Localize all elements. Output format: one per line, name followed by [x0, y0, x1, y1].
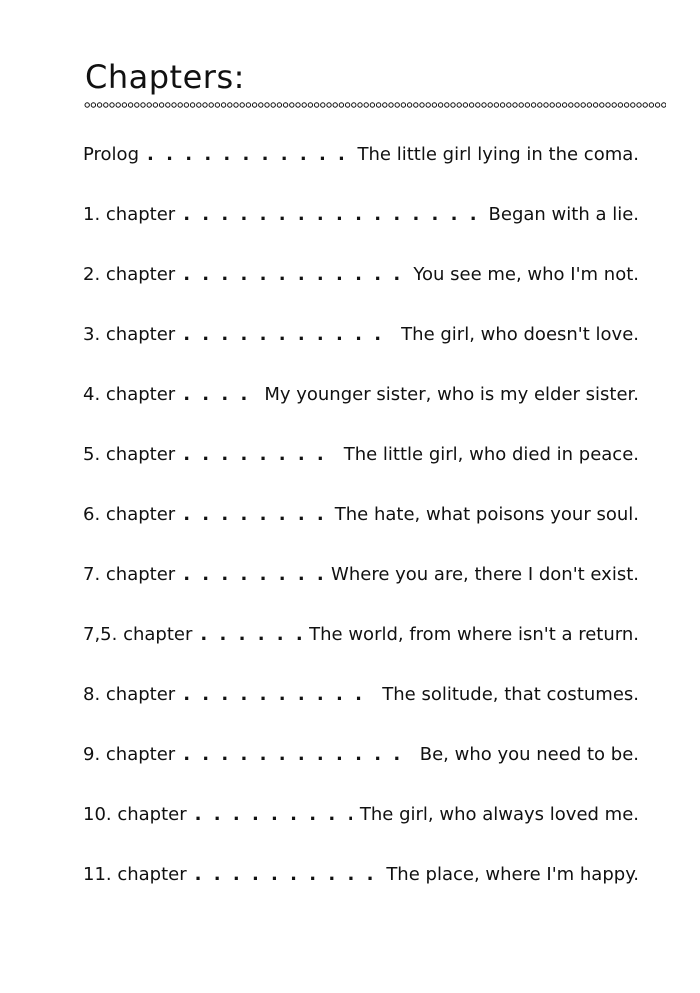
chapter-title: The little girl, who died in peace. [343, 444, 639, 465]
divider-ring [438, 103, 442, 107]
chapter-label: 11. chapter [83, 864, 187, 885]
dot-leader [195, 803, 352, 827]
toc-entry-9 [83, 743, 639, 803]
divider-ring [631, 103, 635, 107]
divider-ring [600, 103, 604, 107]
divider-ring [277, 103, 281, 107]
dot-leader [200, 623, 301, 647]
divider-ring [345, 103, 349, 107]
divider-ring [488, 103, 492, 107]
divider-ring [228, 103, 232, 107]
chapter-title: The girl, who always loved me. [359, 804, 639, 825]
divider-ring [203, 103, 207, 107]
divider-ring [339, 103, 343, 107]
divider-ring [321, 103, 325, 107]
divider-ring [618, 103, 622, 107]
divider-ring [252, 103, 256, 107]
divider-ring [122, 103, 126, 107]
divider-ring [420, 103, 424, 107]
chapter-label: 3. chapter [83, 324, 176, 345]
toc-entry-2 [83, 263, 639, 323]
divider-ring [414, 103, 418, 107]
divider-ring [407, 103, 411, 107]
toc-entry-11 [83, 863, 639, 923]
divider-ring [500, 103, 504, 107]
dot-leader [183, 683, 374, 707]
chapter-label: 10. chapter [83, 804, 187, 825]
toc-entry-prolog [83, 143, 639, 203]
divider-ring [159, 103, 163, 107]
divider-ring [556, 103, 560, 107]
divider-ring [482, 103, 486, 107]
divider-ring [246, 103, 250, 107]
dot-leader [183, 443, 336, 467]
chapter-label: 8. chapter [83, 684, 176, 705]
divider-ring [476, 103, 480, 107]
toc-entry-5 [83, 443, 639, 503]
toc-entry-7-5 [83, 623, 639, 683]
divider-ring [457, 103, 461, 107]
divider-ring [389, 103, 393, 107]
divider-ring [538, 103, 542, 107]
divider-ring [587, 103, 591, 107]
chapter-title: The solitude, that costumes. [382, 684, 639, 705]
divider-ring [352, 103, 356, 107]
dot-leader [183, 383, 256, 407]
dot-leader [183, 743, 412, 767]
divider-ring [370, 103, 374, 107]
divider-ring [135, 103, 139, 107]
divider-ring [581, 103, 585, 107]
divider-ring [358, 103, 362, 107]
divider-ring [240, 103, 244, 107]
divider-ring [128, 103, 132, 107]
divider-ring [513, 103, 517, 107]
dot-leader [183, 503, 327, 527]
chapter-title: The world, from where isn't a return. [309, 624, 639, 645]
divider-ring [507, 103, 511, 107]
divider-ring [271, 103, 275, 107]
chapter-label: Prolog [83, 144, 139, 165]
divider-ring [544, 103, 548, 107]
chapter-label: 1. chapter [83, 204, 176, 225]
divider-ring [649, 103, 653, 107]
dot-leader [183, 203, 480, 227]
divider-ring [364, 103, 368, 107]
divider-ring [97, 103, 101, 107]
divider-ornament [84, 101, 666, 109]
divider-ring [116, 103, 120, 107]
chapter-title: The hate, what poisons your soul. [334, 504, 639, 525]
divider-ring [469, 103, 473, 107]
divider-ring [432, 103, 436, 107]
toc-entry-10 [83, 803, 639, 863]
chapter-title: Where you are, there I don't exist. [331, 564, 639, 585]
chapter-title: You see me, who I'm not. [413, 264, 639, 285]
toc-entry-8 [83, 683, 639, 743]
divider-ring [166, 103, 170, 107]
toc-entry-3 [83, 323, 639, 383]
divider-ring [141, 103, 145, 107]
divider-ring [91, 103, 95, 107]
divider-ring [445, 103, 449, 107]
toc-entry-6 [83, 503, 639, 563]
divider-ring [451, 103, 455, 107]
divider-ring [525, 103, 529, 107]
chapter-title: The girl, who doesn't love. [401, 324, 639, 345]
divider-ring [519, 103, 523, 107]
divider-ring [153, 103, 157, 107]
dot-leader [195, 863, 379, 887]
divider-ring [190, 103, 194, 107]
divider-ring [327, 103, 331, 107]
chapter-list [83, 143, 639, 923]
divider-ring [575, 103, 579, 107]
divider-ring [147, 103, 151, 107]
divider-ring [283, 103, 287, 107]
divider-ring [221, 103, 225, 107]
divider-ring [296, 103, 300, 107]
chapter-title: The place, where I'm happy. [386, 864, 639, 885]
divider-ring [562, 103, 566, 107]
divider-ring [383, 103, 387, 107]
chapter-label: 2. chapter [83, 264, 176, 285]
divider-ring [104, 103, 108, 107]
divider-ring [178, 103, 182, 107]
divider-ring [494, 103, 498, 107]
divider-ring [550, 103, 554, 107]
divider-ring [197, 103, 201, 107]
dot-leader [183, 323, 393, 347]
divider-ring [463, 103, 467, 107]
chapter-label: 5. chapter [83, 444, 176, 465]
chapter-label: 4. chapter [83, 384, 176, 405]
divider-ring [606, 103, 610, 107]
divider-ring [593, 103, 597, 107]
divider-ring [624, 103, 628, 107]
divider-ring [314, 103, 318, 107]
divider-ring [376, 103, 380, 107]
chapter-label: 7,5. chapter [83, 624, 193, 645]
divider-ring [290, 103, 294, 107]
divider-ring [643, 103, 647, 107]
divider-ring [308, 103, 312, 107]
divider-ring [172, 103, 176, 107]
chapter-title: The little girl lying in the coma. [357, 144, 639, 165]
divider-ring [234, 103, 238, 107]
dot-leader [183, 263, 405, 287]
divider-ring [333, 103, 337, 107]
toc-entry-4 [83, 383, 639, 443]
chapter-label: 6. chapter [83, 504, 176, 525]
chapter-label: 7. chapter [83, 564, 176, 585]
divider-ring [302, 103, 306, 107]
divider-ring [662, 103, 666, 107]
divider-ring [259, 103, 263, 107]
chapter-label: 9. chapter [83, 744, 176, 765]
toc-entry-7 [83, 563, 639, 623]
divider-ring [612, 103, 616, 107]
dot-leader [147, 143, 350, 167]
chapter-title: Be, who you need to be. [419, 744, 639, 765]
divider-ring [110, 103, 114, 107]
dot-leader [183, 563, 323, 587]
divider-ring [637, 103, 641, 107]
divider-ring [184, 103, 188, 107]
divider-ring [209, 103, 213, 107]
divider-ring [531, 103, 535, 107]
divider-ring [569, 103, 573, 107]
divider-ring [655, 103, 659, 107]
toc-entry-1 [83, 203, 639, 263]
divider-ring [395, 103, 399, 107]
divider-ring [401, 103, 405, 107]
divider-ring [426, 103, 430, 107]
page-title: Chapters: [85, 58, 245, 96]
divider-ring [85, 103, 89, 107]
divider-ring [215, 103, 219, 107]
chapter-title: My younger sister, who is my elder sister. [264, 384, 639, 405]
divider-ring [265, 103, 269, 107]
chapter-title: Began with a lie. [488, 204, 639, 225]
